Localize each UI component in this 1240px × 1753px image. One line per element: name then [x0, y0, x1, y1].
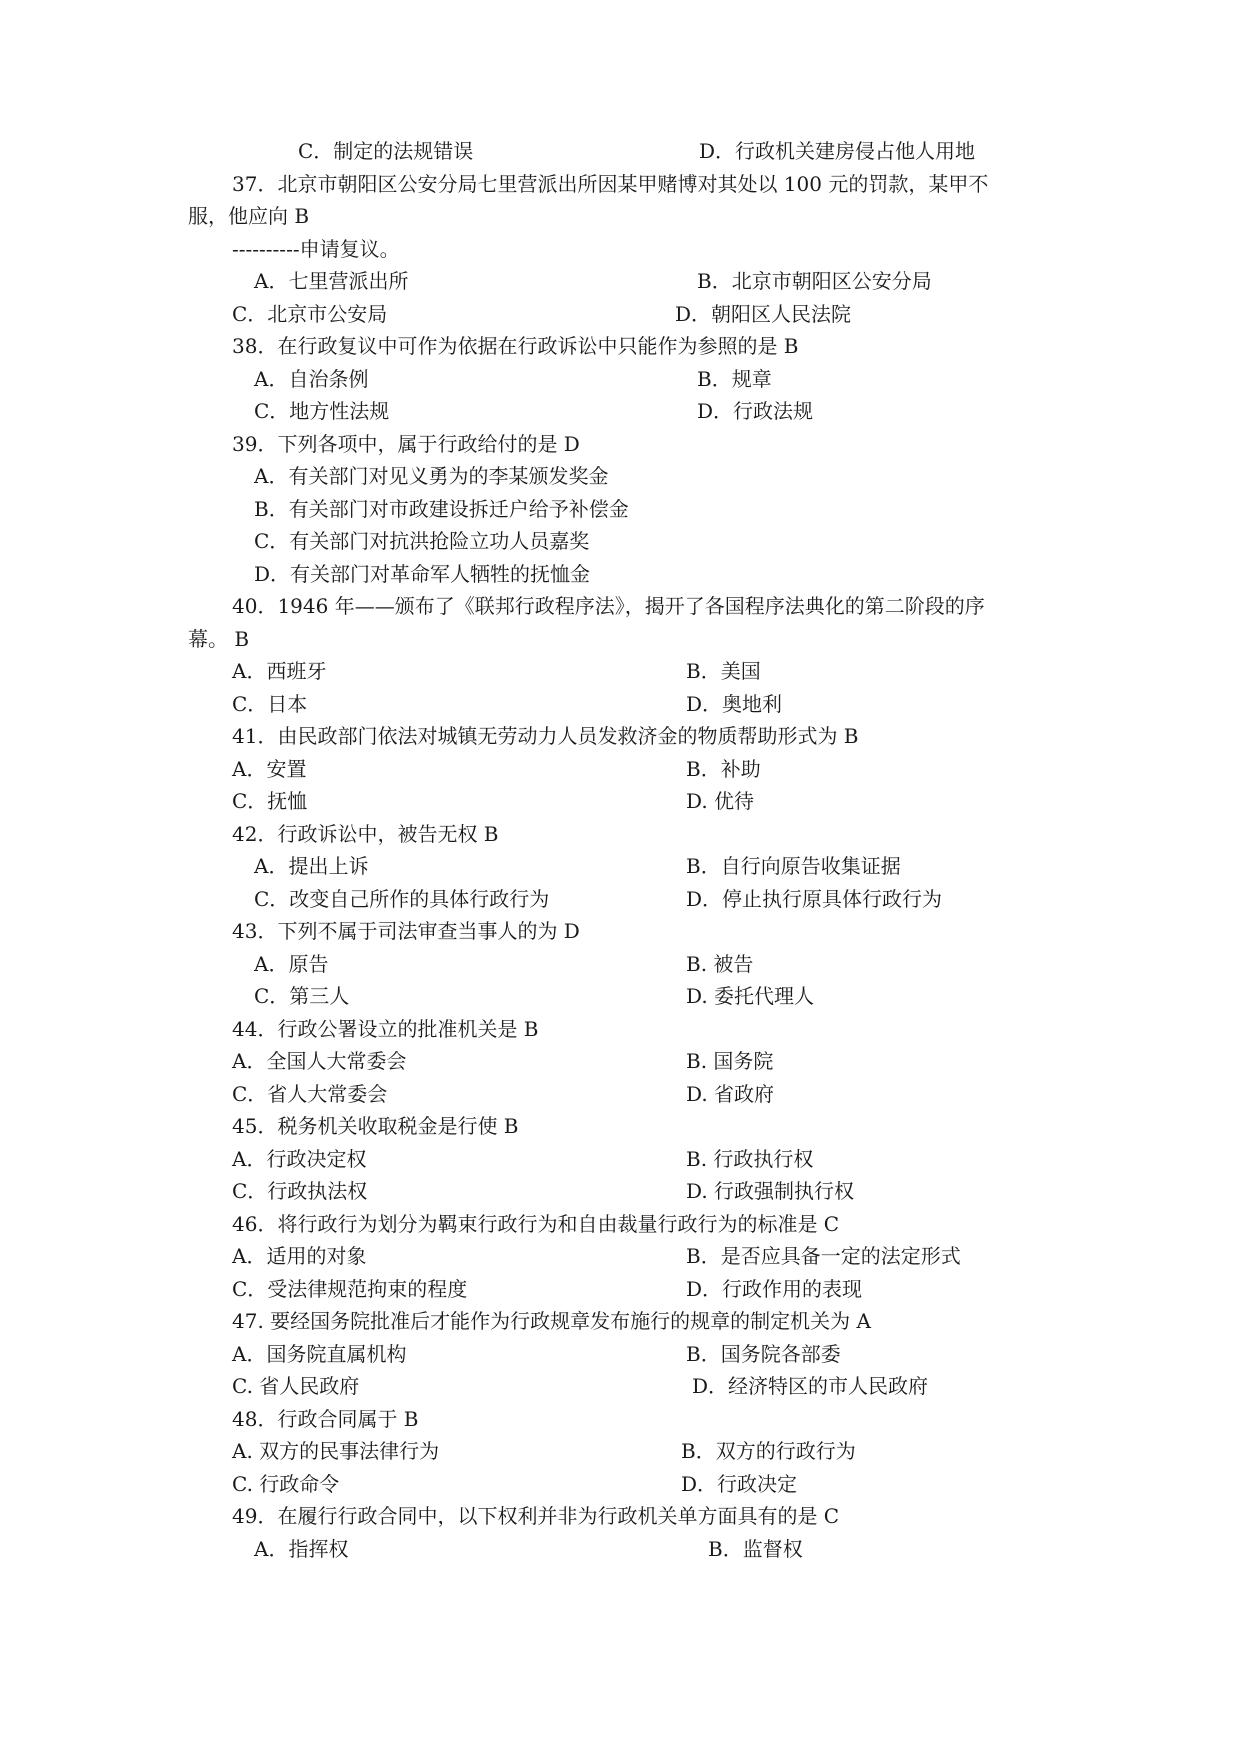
text-line: C．第三人 [254, 984, 350, 1008]
text-line: C．有关部门对抗洪抢险立功人员嘉奖 [254, 529, 590, 553]
text-line: D. 委托代理人 [686, 984, 815, 1008]
text-line: 幕。 B [188, 627, 250, 651]
text-line: 48．行政合同属于 B [232, 1407, 419, 1431]
text-line: B．国务院各部委 [686, 1342, 841, 1366]
text-line: B. 被告 [686, 952, 754, 976]
text-line: D．停止执行原具体行政行为 [686, 887, 943, 911]
text-line: B. 行政执行权 [686, 1147, 814, 1171]
text-line: D．行政作用的表现 [686, 1277, 863, 1301]
text-line: 41．由民政部门依法对城镇无劳动力人员发救济金的物质帮助形式为 B [232, 724, 859, 748]
text-line: B. 国务院 [686, 1049, 774, 1073]
text-line: D．有关部门对革命军人牺牲的抚恤金 [254, 562, 591, 586]
text-line: C．地方性法规 [254, 399, 390, 423]
text-line: A．七里营派出所 [254, 269, 409, 293]
text-line: A．提出上诉 [254, 854, 369, 878]
text-line: D. 省政府 [686, 1082, 775, 1106]
text-line: 42．行政诉讼中，被告无权 B [232, 822, 499, 846]
text-line: D．行政法规 [697, 399, 814, 423]
text-line: 38．在行政复议中可作为依据在行政诉讼中只能作为参照的是 B [232, 334, 799, 358]
text-line: C．改变自己所作的具体行政行为 [254, 887, 550, 911]
text-line: D．奥地利 [686, 692, 783, 716]
text-line: B．北京市朝阳区公安分局 [697, 269, 932, 293]
text-line: A．有关部门对见义勇为的李某颁发奖金 [254, 464, 609, 488]
text-line: ----------申请复议。 [232, 237, 400, 261]
text-line: C．日本 [232, 692, 308, 716]
text-line: A．指挥权 [254, 1537, 349, 1561]
text-line: B．自行向原告收集证据 [686, 854, 901, 878]
text-line: 44．行政公署设立的批准机关是 B [232, 1017, 539, 1041]
text-line: D. 优待 [686, 789, 755, 813]
text-line: D．经济特区的市人民政府 [692, 1374, 929, 1398]
text-line: 45．税务机关收取税金是行使 B [232, 1114, 519, 1138]
text-line: 40．1946 年——颁布了《联邦行政程序法》，揭开了各国程序法典化的第二阶段的序 [232, 594, 985, 618]
text-line: C．制定的法规错误 [298, 139, 474, 163]
text-line: 47. 要经国务院批准后才能作为行政规章发布施行的规章的制定机关为 A [232, 1309, 871, 1333]
text-line: 49．在履行行政合同中，以下权利并非为行政机关单方面具有的是 C [232, 1504, 840, 1528]
text-line: A．西班牙 [232, 659, 327, 683]
text-line: A. 双方的民事法律行为 [232, 1439, 440, 1463]
text-line: 46．将行政行为划分为羁束行政行为和自由裁量行政行为的标准是 C [232, 1212, 840, 1236]
text-line: B．是否应具备一定的法定形式 [686, 1244, 961, 1268]
text-line: B．规章 [697, 367, 772, 391]
text-line: C. 省人民政府 [232, 1374, 360, 1398]
text-line: B．补助 [686, 757, 761, 781]
text-line: A．适用的对象 [232, 1244, 367, 1268]
text-line: D．朝阳区人民法院 [675, 302, 852, 326]
text-line: A．原告 [254, 952, 329, 976]
text-line: B．监督权 [708, 1537, 803, 1561]
text-line: D. 行政强制执行权 [686, 1179, 855, 1203]
text-line: 39．下列各项中，属于行政给付的是 D [232, 432, 580, 456]
text-line: A．国务院直属机构 [232, 1342, 407, 1366]
text-line: 43．下列不属于司法审查当事人的为 D [232, 919, 580, 943]
text-line: C．北京市公安局 [232, 302, 388, 326]
text-line: C．抚恤 [232, 789, 308, 813]
text-line: C．行政执法权 [232, 1179, 368, 1203]
text-line: A．行政决定权 [232, 1147, 367, 1171]
text-line: 37．北京市朝阳区公安分局七里营派出所因某甲赌博对其处以 100 元的罚款，某甲不 [232, 172, 989, 196]
text-line: C. 行政命令 [232, 1472, 340, 1496]
text-line: C．省人大常委会 [232, 1082, 388, 1106]
text-line: B．有关部门对市政建设拆迁户给予补偿金 [254, 497, 629, 521]
text-line: D．行政机关建房侵占他人用地 [699, 139, 976, 163]
text-line: A．全国人大常委会 [232, 1049, 407, 1073]
text-line: A．自治条例 [254, 367, 369, 391]
text-line: 服，他应向 B [188, 204, 310, 228]
text-line: B．美国 [686, 659, 761, 683]
text-line: B．双方的行政行为 [681, 1439, 856, 1463]
text-line: C．受法律规范拘束的程度 [232, 1277, 468, 1301]
text-line: D．行政决定 [681, 1472, 798, 1496]
text-line: A．安置 [232, 757, 307, 781]
